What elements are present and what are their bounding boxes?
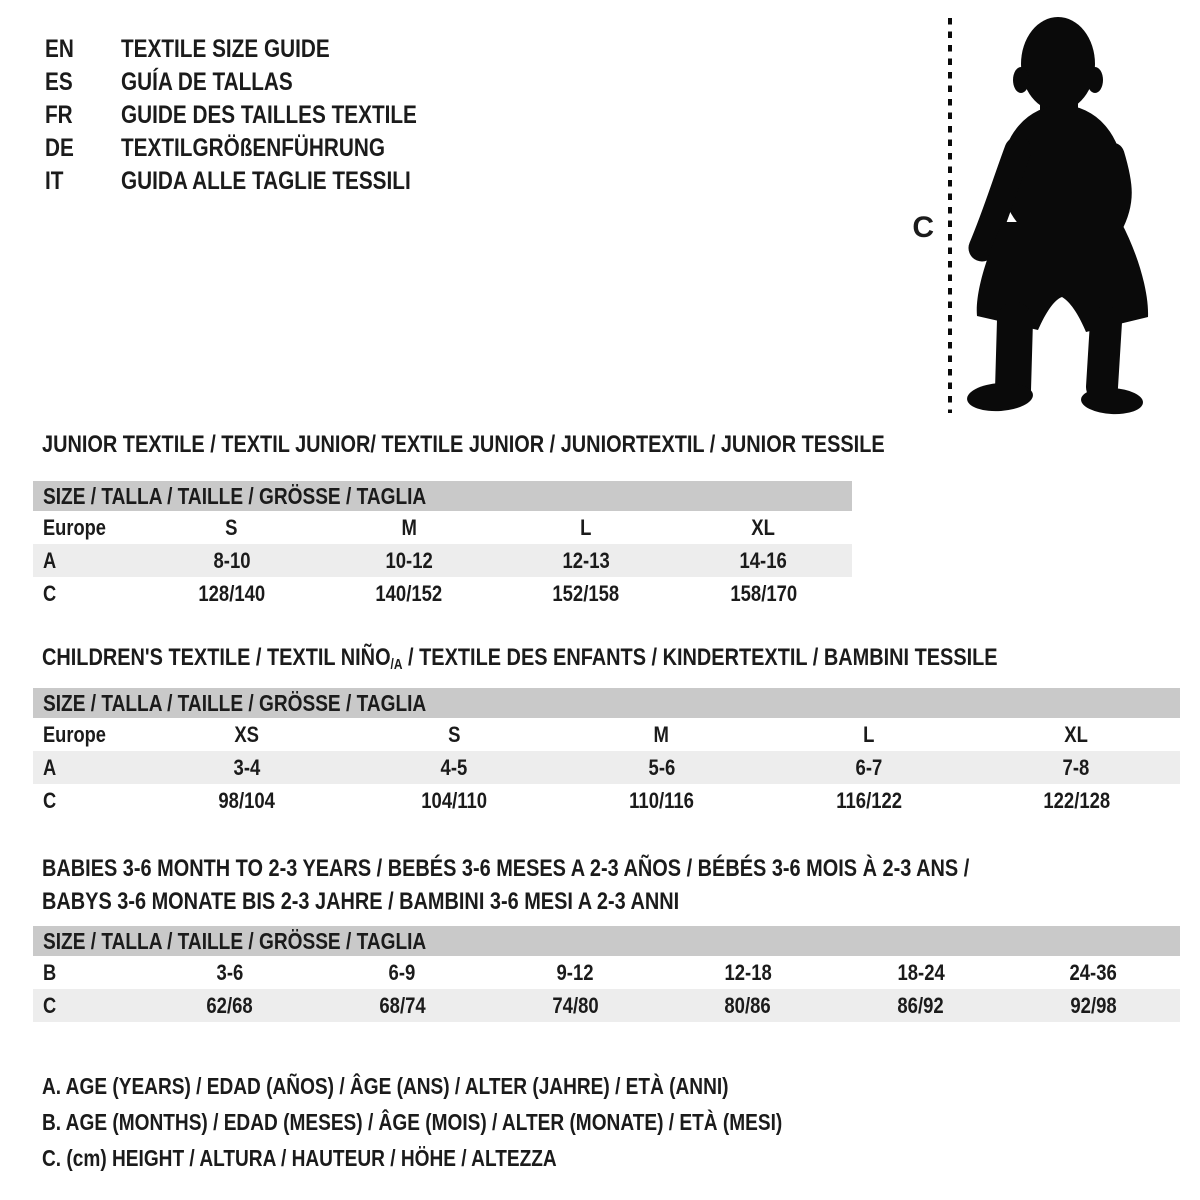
language-row-es xyxy=(45,66,478,99)
toddler-silhouette-icon xyxy=(895,0,1200,420)
toddler-silhouette xyxy=(966,17,1148,416)
babies-section-heading xyxy=(42,852,1159,918)
cell: 152/158 xyxy=(552,581,620,606)
cell: 140/152 xyxy=(375,581,443,606)
junior-section-heading xyxy=(42,430,1057,460)
language-title: GUIDA ALLE TAGLIE TESSILI xyxy=(121,167,411,195)
table-row-europe xyxy=(33,718,1180,751)
cell: L xyxy=(580,515,592,540)
language-list xyxy=(45,33,478,198)
cell: S xyxy=(225,515,238,540)
cell: 9-12 xyxy=(556,960,594,985)
cell: M xyxy=(401,515,417,540)
language-code: IT xyxy=(45,167,64,195)
legend-line-c: C. (cm) HEIGHT / ALTURA / HAUTEUR / HÖHE / ALTEZZA xyxy=(42,1145,557,1171)
junior-heading-text: JUNIOR TEXTILE / TEXTIL JUNIOR/ TEXTILE JUNIOR / JUNIORTEXTIL / JUNIOR TESSILE xyxy=(42,431,885,458)
cell: 122/128 xyxy=(1042,788,1110,813)
cell: L xyxy=(863,722,875,747)
row-label: C xyxy=(43,993,57,1018)
figure-height-label: C xyxy=(912,211,934,244)
cell: 12-18 xyxy=(724,960,772,985)
legend-line-b: B. AGE (MONTHS) / EDAD (MESES) / ÂGE (MOIS) / ALTER (MONATE) / ETÀ (MESI) xyxy=(42,1109,783,1135)
size-header-bar xyxy=(33,926,1180,956)
cell: 10-12 xyxy=(385,548,433,573)
cell: 74/80 xyxy=(551,993,599,1018)
language-title: TEXTILGRÖßENFÜHRUNG xyxy=(121,134,385,162)
table-row-months xyxy=(33,956,1180,989)
legend xyxy=(42,1068,934,1176)
table-row-height xyxy=(33,989,1180,1022)
language-code: EN xyxy=(45,35,74,63)
language-title: GUÍA DE TALLAS xyxy=(121,68,293,96)
cell: 6-7 xyxy=(855,755,883,780)
legend-line-a: A. AGE (YEARS) / EDAD (AÑOS) / ÂGE (ANS) / ALTER (JAHRE) / ETÀ (ANNI) xyxy=(42,1073,729,1099)
children-section-heading xyxy=(42,643,1193,673)
cell: 7-8 xyxy=(1062,755,1090,780)
size-header-text: SIZE / TALLA / TAILLE / GRÖSSE / TAGLIA xyxy=(43,928,427,954)
size-header-text: SIZE / TALLA / TAILLE / GRÖSSE / TAGLIA xyxy=(43,483,427,509)
babies-heading-line1: BABIES 3-6 MONTH TO 2-3 YEARS / BEBÉS 3-6 MESES A 2-3 AÑOS / BÉBÉS 3-6 MOIS À 2-3 ANS / xyxy=(42,855,970,882)
language-code: DE xyxy=(45,134,74,162)
cell: S xyxy=(447,722,461,747)
row-label: B xyxy=(43,960,57,985)
row-label: A xyxy=(43,548,57,573)
row-label: Europe xyxy=(43,722,106,747)
table-row-age xyxy=(33,544,852,577)
cell: 86/92 xyxy=(897,993,944,1018)
table-row-europe xyxy=(33,511,852,544)
language-title: TEXTILE SIZE GUIDE xyxy=(121,35,330,63)
junior-size-table xyxy=(33,481,852,610)
table-row-age xyxy=(33,751,1180,784)
cell: XL xyxy=(1064,722,1089,747)
cell: M xyxy=(653,722,670,747)
babies-heading-line2: BABYS 3-6 MONATE BIS 2-3 JAHRE / BAMBINI 3-6 MESI A 2-3 ANNI xyxy=(42,888,680,915)
cell: 3-6 xyxy=(216,960,243,985)
language-row-fr xyxy=(45,99,478,132)
cell: 128/140 xyxy=(198,581,266,606)
row-label: C xyxy=(43,788,57,813)
cell: 158/170 xyxy=(729,581,797,606)
nino-a-subscript: /A xyxy=(390,657,403,674)
cell: 4-5 xyxy=(440,755,468,780)
cell: 98/104 xyxy=(218,788,275,813)
cell: 24-36 xyxy=(1069,960,1118,985)
cell: 14-16 xyxy=(739,548,788,573)
table-row-height xyxy=(33,577,852,610)
cell: 5-6 xyxy=(648,755,675,780)
row-label: A xyxy=(43,755,57,780)
cell: 6-9 xyxy=(388,960,416,985)
cell: 116/122 xyxy=(836,788,902,813)
cell: 62/68 xyxy=(206,993,253,1018)
size-header-bar xyxy=(33,481,852,511)
children-heading-text: CHILDREN'S TEXTILE / TEXTIL $NIÑO_{/A}$ / TEXTILE DES ENFANTS / KINDERTEXTIL / BAMBINI TESSILE xyxy=(42,644,998,674)
cell: 104/110 xyxy=(421,788,488,813)
row-label: C xyxy=(43,581,57,606)
language-row-it xyxy=(45,165,478,198)
language-code: ES xyxy=(45,68,73,96)
cell: 3-4 xyxy=(233,755,261,780)
cell: 18-24 xyxy=(897,960,945,985)
language-code: FR xyxy=(45,101,73,129)
size-header-text: SIZE / TALLA / TAILLE / GRÖSSE / TAGLIA xyxy=(43,690,427,716)
language-row-en xyxy=(45,33,478,66)
cell: XS xyxy=(234,722,260,747)
table-row-height xyxy=(33,784,1180,817)
cell: 80/86 xyxy=(724,993,772,1018)
cell: 110/116 xyxy=(629,788,694,813)
cell: 12-13 xyxy=(562,548,610,573)
row-label: Europe xyxy=(43,515,106,540)
babies-size-table xyxy=(33,926,1180,1022)
size-header-bar xyxy=(33,688,1180,718)
cell: 68/74 xyxy=(379,993,426,1018)
language-title: GUIDE DES TAILLES TEXTILE xyxy=(121,101,417,129)
cell: 92/98 xyxy=(1070,993,1117,1018)
cell: XL xyxy=(751,515,776,540)
cell: 8-10 xyxy=(213,548,251,573)
children-size-table xyxy=(33,688,1180,817)
language-row-de xyxy=(45,132,478,165)
